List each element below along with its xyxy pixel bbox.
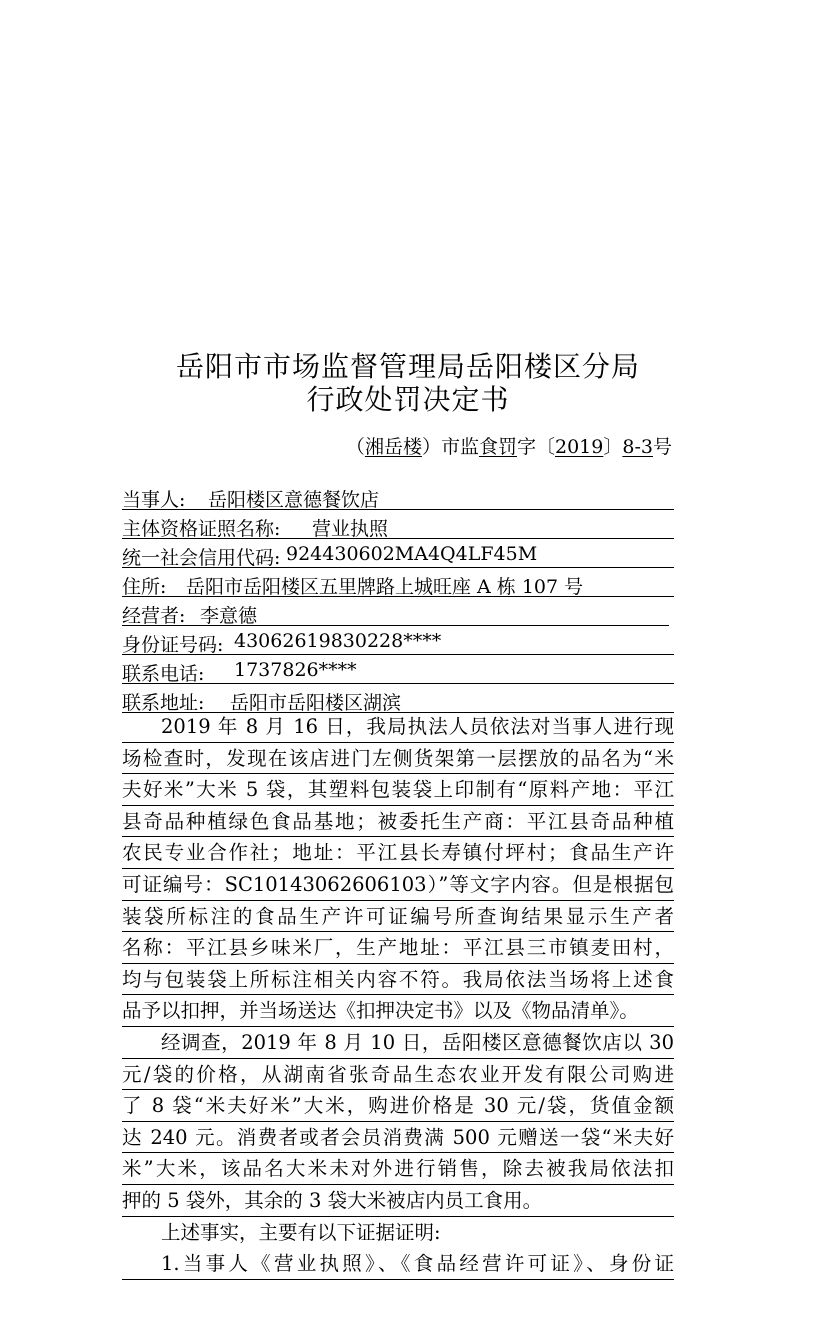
field-license-name [122,512,674,541]
paragraph-line: 可证编号：SC10143062606103）”等文字内容。但是根据包 [122,869,674,901]
paragraph-evidence-intro [122,1217,674,1249]
docno-paren-open: （ [345,436,365,458]
field-label: 住所: [122,576,167,598]
paragraph-line: 元/袋的价格，从湖南省张奇品生态农业开发有限公司购进 [122,1059,674,1091]
paragraph-line: 场检查时，发现在该店进门左侧货架第一层摆放的品名为“米 [122,743,674,775]
docno-year: 2019 [555,436,604,458]
docno-prefix: ）市监 [421,436,479,458]
document-number [346,432,672,459]
field-value: 李意德 [200,605,258,627]
paragraph-line: 农民专业合作社；地址：平江县长寿镇付坪村；食品生产许 [122,837,674,869]
paragraph-inspection [122,711,674,1027]
paragraph-line: 上述事实，主要有以下证据证明: [161,1221,441,1244]
paragraph-line: 达 240 元。消费者或者会员消费满 500 元赠送一袋“米夫好 [122,1122,674,1154]
field-credit-code [122,541,674,570]
field-value: 营业执照 [312,518,389,540]
docno-bracket-open: 字〔 [516,436,555,458]
field-label: 经营者: [122,605,186,627]
field-operator [122,599,674,628]
field-address [122,570,674,599]
paragraph-line: 品予以扣押，并当场送达《扣押决定书》以及《物品清单》。 [122,995,674,1027]
field-label: 联系电话: [122,663,205,685]
field-value: 43062619830228**** [234,630,442,652]
field-value: 岳阳市岳阳楼区五里牌路上城旺座 A 栋 107 号 [186,576,584,598]
field-label: 身份证号码: [122,634,224,656]
paragraph-line: 1.当事人《营业执照》、《食品经营许可证》、身份证 [122,1248,674,1280]
paragraph-line: 县奇品种植绿色食品基地；被委托生产商：平江县奇品种植 [122,806,674,838]
docno-type: 食罚 [478,436,517,458]
paragraph-line: 米”大米，该品名大米未对外进行销售，除去被我局依法扣 [122,1153,674,1185]
paragraph-line: 了 8 袋“米夫好米”大米，购进价格是 30 元/袋，货值金额 [122,1090,674,1122]
paragraph-line: 押的 5 袋外，其余的 3 袋大米被店内员工食用。 [122,1185,674,1217]
field-id-number [122,628,674,657]
field-party [122,483,674,512]
paragraph-investigation [122,1027,674,1217]
field-value: 1737826**** [234,659,357,681]
field-value: 岳阳楼区意德餐饮店 [208,489,380,511]
document-title-line1: 岳阳市市场监督管理局岳阳楼区分局 [175,350,640,383]
paragraph-line: 装袋所标注的食品生产许可证编号所查询结果显示生产者 [122,901,674,933]
field-label: 主体资格证照名称: [122,518,281,540]
paragraph-line: 经调查，2019 年 8 月 10 日，岳阳楼区意德餐饮店以 30 [122,1027,674,1059]
field-label: 统一社会信用代码: [122,547,281,569]
paragraph-line: 均与包装袋上所标注相关内容不符。我局依法当场将上述食 [122,964,674,996]
paragraph-line: 名称：平江县乡味米厂，生产地址：平江县三市镇麦田村， [122,932,674,964]
paragraph-line: 夫好米”大米 5 袋，其塑料包装袋上印制有“原料产地：平江 [122,774,674,806]
docno-bracket-close: 〕 [603,436,623,458]
field-phone [122,657,674,686]
paragraph-evidence-1 [122,1248,674,1280]
field-value: 岳阳市岳阳楼区湖滨 [230,692,402,714]
docno-suffix: 号 [652,436,672,458]
field-value: 924430602MA4Q4LF45M [286,543,538,565]
document-title-line2: 行政处罚决定书 [306,383,510,416]
field-label: 当事人: [122,489,186,511]
docno-agency: 湘岳楼 [364,436,422,458]
paragraph-line: 2019 年 8 月 16 日，我局执法人员依法对当事人进行现 [122,711,674,743]
docno-number: 8-3 [622,436,653,458]
field-label: 联系地址: [122,692,205,714]
